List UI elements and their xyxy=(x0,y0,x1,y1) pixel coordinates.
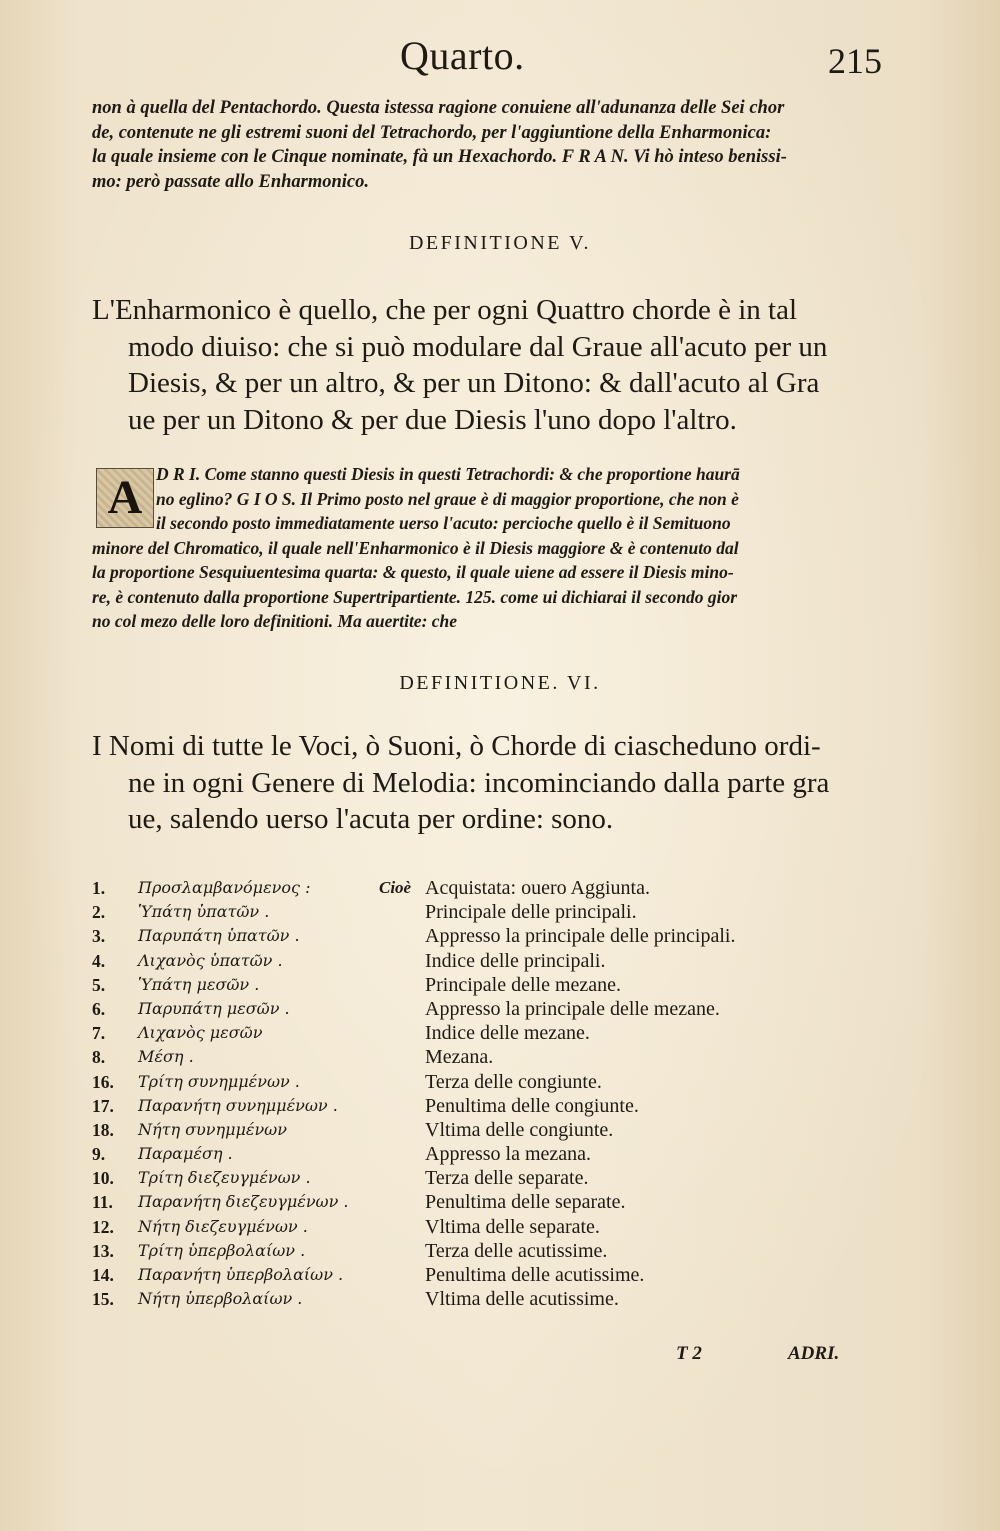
chord-number: 15. xyxy=(92,1289,114,1310)
running-title: Quarto. xyxy=(400,33,525,78)
chord-name-row xyxy=(92,1168,852,1192)
chord-number: 9. xyxy=(92,1144,106,1165)
greek-name: Νήτη συνημμένων xyxy=(138,1119,287,1139)
chord-number: 14. xyxy=(92,1265,114,1285)
catchword: ADRI. xyxy=(788,1343,840,1364)
chord-number: 3. xyxy=(92,926,106,947)
initial-letter: A xyxy=(107,471,143,524)
definition-5-line: modo diuiso: che si può modulare dal Graue all'acuto per un xyxy=(128,330,828,363)
dialog-paragraph xyxy=(92,462,852,634)
chord-number: 8. xyxy=(92,1047,106,1068)
dialog-line: la proportione Sesquiuentesima quarta: & questo, il quale uiene ad essere il Diesis mino- xyxy=(92,562,734,582)
chord-name-row xyxy=(92,999,852,1023)
italian-name: Vltima delle separate. xyxy=(425,1215,600,1238)
chord-number: 7. xyxy=(92,1023,106,1044)
intro-line: la quale insieme con le Cinque nominate, fà un Hexachordo. F R A N. Vi hò inteso benissi- xyxy=(92,147,787,167)
greek-name: Ὑπάτη μεσῶν . xyxy=(138,974,260,994)
greek-name: Λιχανὸς ὑπατῶν . xyxy=(138,950,283,970)
greek-name: Παρανήτη ὑπερβολαίων . xyxy=(138,1265,344,1284)
chord-number: 1. xyxy=(92,878,106,898)
chord-name-row xyxy=(92,1120,852,1144)
chord-name-row xyxy=(92,902,852,926)
chord-name-row xyxy=(92,1023,852,1047)
chord-names-list xyxy=(92,878,852,1313)
chord-name-row xyxy=(92,1072,852,1096)
italian-name: Indice delle mezane. xyxy=(425,1022,590,1045)
chord-name-row xyxy=(92,1192,852,1216)
greek-name: Παρανήτη συνημμένων . xyxy=(138,1095,338,1115)
definition-6-heading: DEFINITIONE. VI. xyxy=(399,672,601,694)
chord-name-row xyxy=(92,1217,852,1241)
definition-6-text xyxy=(92,728,852,838)
definition-5-text xyxy=(92,292,852,438)
dialog-line: D R I. Come stanno questi Diesis in questi Tetrachordi: & che proportione haurā xyxy=(156,464,740,484)
chord-number: 4. xyxy=(92,950,106,971)
italian-name: Mezana. xyxy=(425,1046,494,1069)
italian-name: Terza delle congiunte. xyxy=(425,1070,602,1093)
greek-name: Νήτη ὑπερβολαίων . xyxy=(138,1289,303,1309)
chord-number: 2. xyxy=(92,902,106,923)
italian-name: Appresso la principale delle principali. xyxy=(425,925,736,948)
chord-number: 12. xyxy=(92,1216,114,1237)
cioe-label: Cioè xyxy=(379,878,412,897)
chord-name-row xyxy=(92,1265,852,1289)
italian-name: Penultima delle separate. xyxy=(425,1191,626,1214)
italian-name: Penultima delle acutissime. xyxy=(425,1264,645,1286)
italian-name: Vltima delle congiunte. xyxy=(425,1118,614,1141)
italian-name: Terza delle acutissime. xyxy=(425,1239,608,1262)
dialog-line: minore del Chromatico, il quale nell'Enharmonico è il Diesis maggiore & è contenuto dal xyxy=(92,537,739,558)
italian-name: Indice delle principali. xyxy=(425,949,606,972)
dialog-line: il secondo posto immediatamente uerso l'acuto: percioche quello è il Semituono xyxy=(156,513,731,533)
italian-name: Penultima delle congiunte. xyxy=(425,1094,639,1117)
greek-name: Τρίτη διεζευγμένων . xyxy=(138,1168,311,1188)
page-number: 215 xyxy=(828,41,882,81)
italian-name: Terza delle separate. xyxy=(425,1167,589,1190)
intro-paragraph xyxy=(92,96,852,194)
dialog-line: no col mezo delle loro definitioni. Ma auertite: che xyxy=(92,611,458,631)
italian-name: Appresso la principale delle mezane. xyxy=(425,997,720,1020)
chord-number: 6. xyxy=(92,998,106,1019)
running-head xyxy=(0,32,1000,92)
chord-name-row xyxy=(92,926,852,950)
greek-name: Παρυπάτη ὑπατῶν . xyxy=(138,926,300,946)
dialog-line: re, è contenuto dalla proportione Supertripartiente. 125. come ui dichiarai il secondo gior xyxy=(92,586,738,607)
chord-name-row xyxy=(92,1047,852,1071)
chord-name-row xyxy=(92,975,852,999)
italian-name: Vltima delle acutissime. xyxy=(425,1288,619,1311)
dialog-line: no eglino? G I O S. Il Primo posto nel graue è di maggior proportione, che non è xyxy=(156,488,739,509)
greek-name: Ὑπάτη ὑπατῶν . xyxy=(138,902,270,922)
definition-5-line: Diesis, & per un altro, & per un Ditono: & dall'acuto al Gra xyxy=(128,367,820,399)
definition-5-heading: DEFINITIONE V. xyxy=(408,232,592,254)
chord-number: 18. xyxy=(92,1119,114,1140)
greek-name: Μέση . xyxy=(138,1047,194,1067)
chord-number: 16. xyxy=(92,1071,114,1092)
chord-name-row xyxy=(92,1241,852,1265)
greek-name: Λιχανὸς μεσῶν xyxy=(138,1023,263,1043)
chord-name-row xyxy=(92,951,852,975)
definition-6-line: ne in ogni Genere di Melodia: incominciando dalla parte gra xyxy=(128,766,830,799)
greek-name: Παρανήτη διεζευγμένων . xyxy=(138,1192,349,1212)
chord-number: 17. xyxy=(92,1095,114,1116)
definition-6-line: ue, salendo uerso l'acuta per ordine: sono. xyxy=(128,803,614,835)
greek-name: Τρίτη ὑπερβολαίων . xyxy=(138,1240,306,1260)
italian-name: Principale delle principali. xyxy=(425,901,637,924)
chord-number: 5. xyxy=(92,974,106,995)
intro-line: mo: però passate allo Enharmonico. xyxy=(92,171,370,192)
definition-6-line: I Nomi di tutte le Voci, ò Suoni, ò Chorde di ciascheduno ordi- xyxy=(92,730,821,762)
chord-number: 11. xyxy=(92,1192,113,1213)
definition-5-line: ue per un Ditono & per due Diesis l'uno dopo l'altro. xyxy=(128,403,737,436)
chord-name-row xyxy=(92,1289,852,1313)
chord-number: 13. xyxy=(92,1240,114,1261)
signature-mark: T 2 xyxy=(676,1343,702,1364)
greek-name: Παραμέση . xyxy=(138,1144,233,1164)
greek-name: Παρυπάτη μεσῶν . xyxy=(138,998,290,1018)
chord-name-row xyxy=(92,1144,852,1168)
italian-name: Acquistata: ouero Aggiunta. xyxy=(425,877,650,899)
intro-line: de, contenute ne gli estremi suoni del Tetrachordo, per l'aggiuntione della Enharmonica: xyxy=(92,122,772,143)
chord-name-row xyxy=(92,878,852,902)
intro-line: non à quella del Pentachordo. Questa istessa ragione conuiene all'adunanza delle Sei chor xyxy=(92,98,785,118)
greek-name: Προσλαμβανόμενος : xyxy=(138,878,311,897)
italian-name: Principale delle mezane. xyxy=(425,973,622,996)
chord-name-row xyxy=(92,1096,852,1120)
chord-number: 10. xyxy=(92,1168,114,1189)
italian-name: Appresso la mezana. xyxy=(425,1143,592,1166)
greek-name: Τρίτη συνημμένων . xyxy=(138,1071,300,1091)
definition-5-line: L'Enharmonico è quello, che per ogni Quattro chorde è in tal xyxy=(92,294,798,326)
greek-name: Νήτη διεζευγμένων . xyxy=(138,1216,308,1236)
